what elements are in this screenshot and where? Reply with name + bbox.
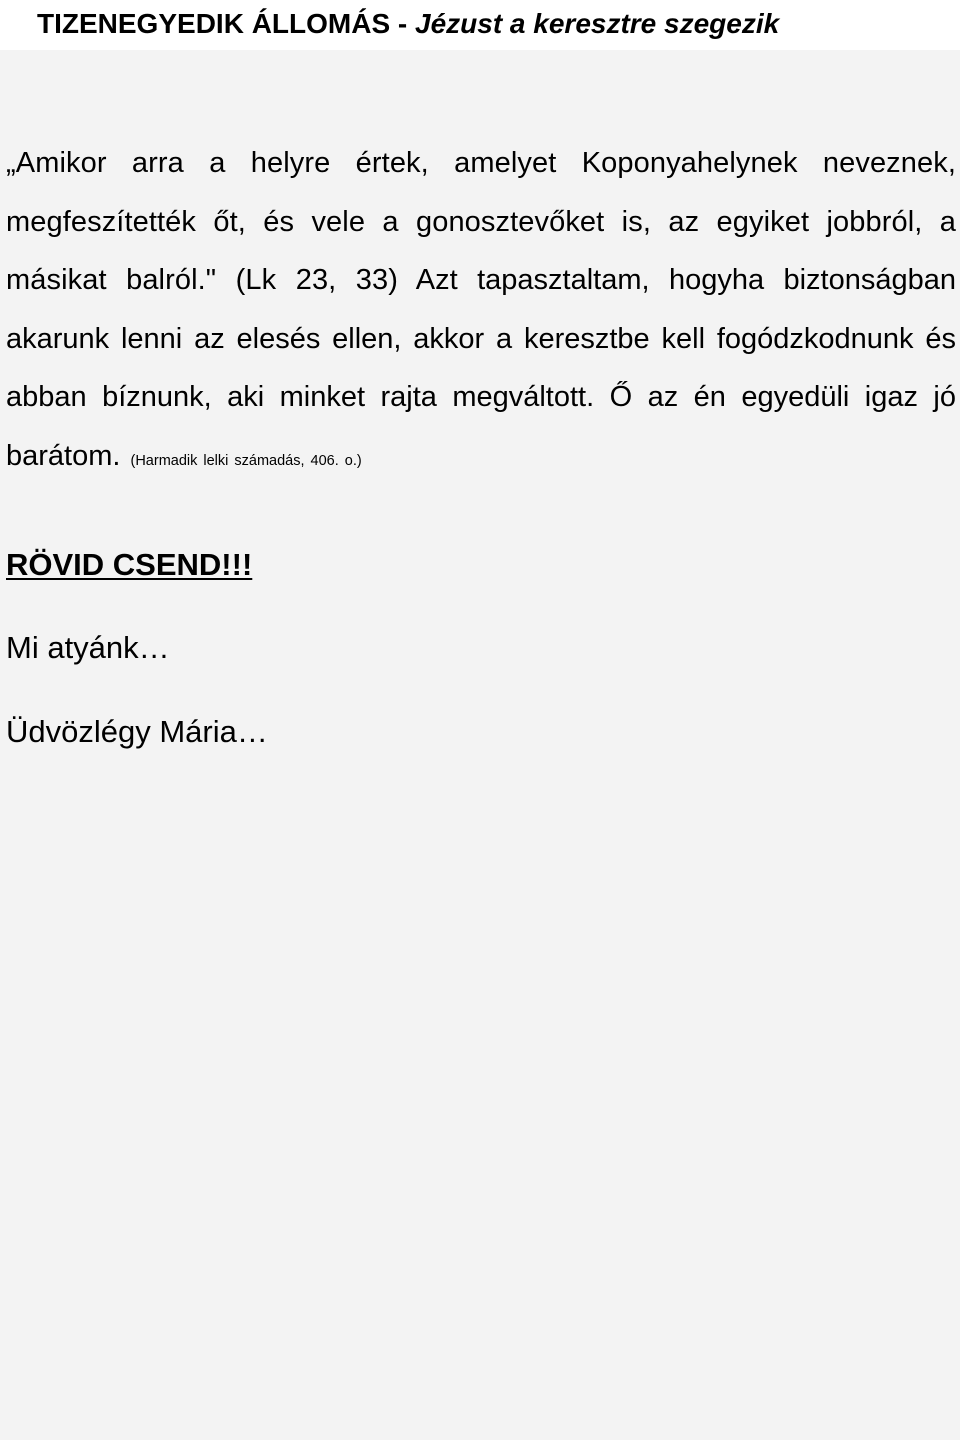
- meditation-paragraph: [6, 134, 956, 485]
- source-citation: (Harmadik lelki számadás, 406. o.): [130, 452, 362, 469]
- reflection-text: Azt tapasztaltam, hogyha biztonságban akarunk lenni az elesés ellen, akkor a keresztbe kell fogódzkodnunk és abban bíznunk, aki minket rajta megváltott. Ő az én egyedüli igaz jó barátom.: [6, 264, 956, 472]
- station-subtitle: Jézust a keresztre szegezik: [415, 8, 780, 39]
- scripture-quote: „Amikor arra a helyre értek, amelyet Koponyahelynek neveznek, megfeszítették őt, és vele a gonosztevőket is, az egyiket jobbról, a másikat balról." (Lk 23, 33): [6, 147, 956, 296]
- prayer-hail-mary: Üdvözlégy Mária…: [6, 714, 268, 749]
- prayer-our-father: Mi atyánk…: [6, 630, 170, 665]
- station-title: [37, 6, 779, 42]
- station-number: TIZENEGYEDIK ÁLLOMÁS -: [37, 8, 415, 39]
- silence-instruction: RÖVID CSEND!!!: [6, 547, 253, 582]
